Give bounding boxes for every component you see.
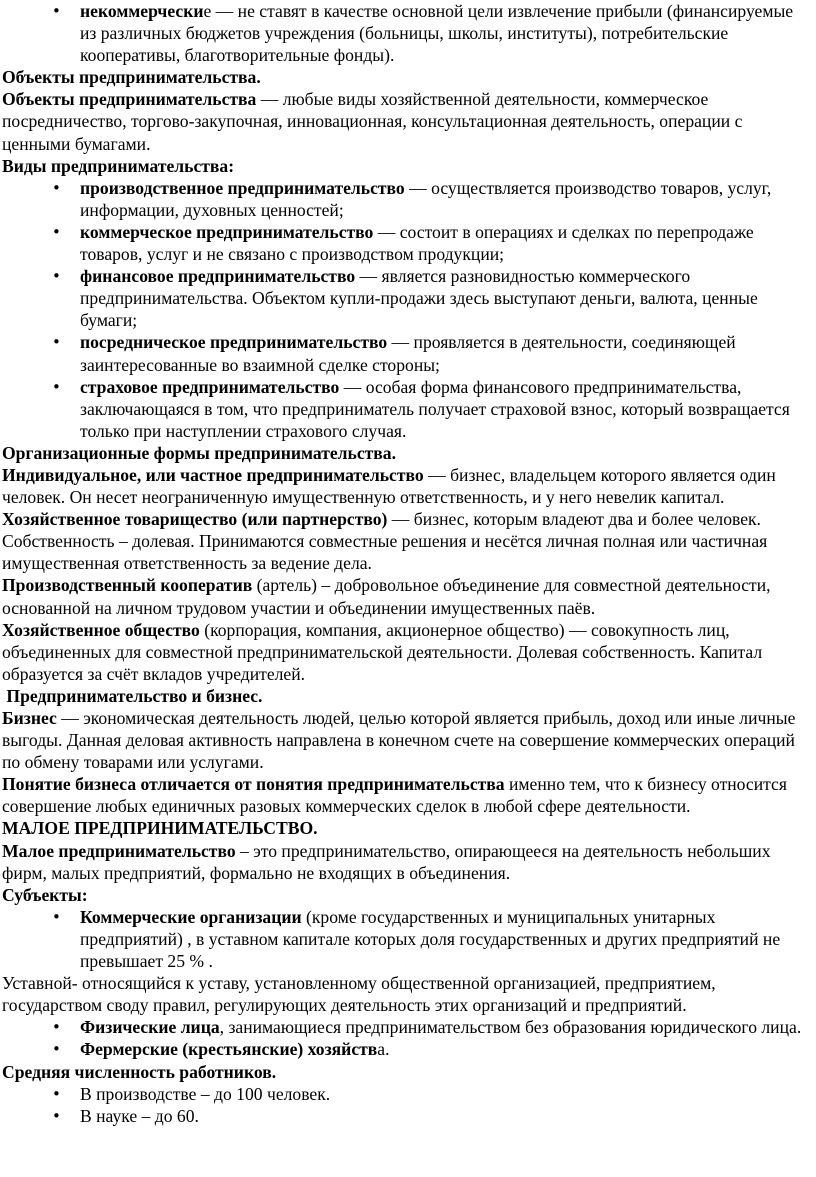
term: Хозяйственное общество xyxy=(2,619,200,640)
list-item xyxy=(2,221,810,265)
business-heading: Предпринимательство и бизнес. xyxy=(2,685,263,706)
objects-heading: Объекты предпринимательства. xyxy=(2,67,261,88)
term: посредническое предпринимательство xyxy=(80,332,388,353)
staff-list xyxy=(2,1083,810,1127)
form-paragraph xyxy=(2,464,810,508)
subjects-list-continued xyxy=(2,1016,810,1060)
business-paragraph xyxy=(2,707,810,773)
subjects-list xyxy=(2,906,810,972)
nonprofit-list xyxy=(2,0,810,66)
term: Физические лица xyxy=(80,1017,220,1038)
definition: — состоит в операциях и сделках по перепродаже товаров, услуг и не связано с производством продукции; xyxy=(80,221,754,265)
definition: — бизнес, которым владеют два и более человек. Собственность – долевая. Принимаются совместные решения и несётся личная полная или частичная имущественная ответственность за ведение дела. xyxy=(2,509,768,574)
subjects-heading: Субъекты: xyxy=(2,884,88,905)
form-paragraph xyxy=(2,619,810,685)
kinds-list xyxy=(2,177,810,442)
term: Хозяйственное товарищество (или партнерство) xyxy=(2,509,388,530)
list-item xyxy=(2,376,810,442)
list-item xyxy=(2,0,810,66)
definition: В производстве – до 100 человек. xyxy=(80,1083,331,1104)
list-item xyxy=(2,906,810,972)
list-item xyxy=(2,177,810,221)
definition: е — не ставят в качестве основной цели извлечение прибыли (финансируемые из различных бюджетов учреждения (больницы, школы, институты), потребительские кооперативы, благотворительные фонды). xyxy=(80,1,794,66)
concept-paragraph xyxy=(2,773,810,817)
definition: В науке – до 60. xyxy=(80,1105,199,1126)
term: Объекты предпринимательства xyxy=(2,89,257,110)
definition: — бизнес, владельцем которого является один человек. Он несет неограниченную имущественную ответственность, и у него невелик капитал. xyxy=(2,464,776,508)
list-item xyxy=(2,331,810,375)
charter-paragraph: Уставной- относящийся к уставу, установленному общественной организацией, предприятием, государством своду правил, регулирующих деятельность этих организаций и предприятий. xyxy=(2,973,716,1016)
forms-heading: Организационные формы предпринимательства. xyxy=(2,442,397,463)
definition: — любые виды хозяйственной деятельности, коммерческое посредничество, торгово-закупочная, инновационная, консультационная деятельность, операции с ценными бумагами. xyxy=(2,89,743,154)
term: производственное предпринимательство xyxy=(80,177,405,198)
term: страховое предпринимательство xyxy=(80,376,340,397)
term: некоммерчески xyxy=(80,1,204,21)
definition: — особая форма финансового предпринимательства, заключающаяся в том, что предприниматель получает страховой взнос, который возвращается только при наступлении страхового случая. xyxy=(80,376,790,441)
definition: (артель) – добровольное объединение для совместной деятельности, основанной на личном трудовом участии и объединении имущественных паёв. xyxy=(2,575,771,618)
small-business-paragraph xyxy=(2,840,810,884)
definition: — осуществляется производство товаров, услуг, информации, духовных ценностей; xyxy=(80,177,772,220)
list-item xyxy=(2,1038,810,1060)
term: Бизнес xyxy=(2,708,57,728)
list-item xyxy=(2,265,810,331)
definition: — является разновидностью коммерческого предпринимательства. Объектом купли-продажи здесь выступают деньги, валюта, ценные бумаги; xyxy=(80,266,758,331)
term: финансовое предпринимательство xyxy=(80,266,356,287)
term: Производственный кооператив xyxy=(2,575,253,596)
definition: — проявляется в деятельности, соединяющей заинтересованные во взаимной сделке стороны; xyxy=(80,332,736,375)
term: Малое предпринимательство xyxy=(2,840,236,861)
list-item xyxy=(2,1083,810,1105)
definition: — экономическая деятельность людей, целью которой является прибыль, доход или иные личные выгоды. Данная деловая активность направлена в конечном счете на совершение коммерческих операций по обмену товарами или услугами. xyxy=(2,708,796,773)
list-item xyxy=(2,1105,810,1127)
kinds-heading: Виды предпринимательства: xyxy=(2,155,235,176)
objects-paragraph xyxy=(2,88,810,154)
definition: , занимающиеся предпринимательством без образования юридического лица. xyxy=(219,1017,802,1038)
term: коммерческое предпринимательство xyxy=(80,221,374,242)
definition: – это предпринимательство, опирающееся на деятельность небольших фирм, малых предприятий, формально не входящих в объединения. xyxy=(2,840,771,883)
small-business-heading: МАЛОЕ ПРЕДПРИНИМАТЕЛЬСТВО. xyxy=(2,818,318,839)
definition: (корпорация, компания, акционерное общество) — совокупность лиц, объединенных для совместной предпринимательской деятельности. Долевая собственность. Капитал образуется за счёт вкладов учредителей. xyxy=(2,619,763,684)
definition: (кроме государственных и муниципальных унитарных предприятий) , в уставном капитале которых доля государственных и других предприятий не превышает 25 % . xyxy=(80,906,781,972)
term: Индивидуальное, или частное предпринимательство xyxy=(2,464,424,485)
staff-heading: Средняя численность работников. xyxy=(2,1061,277,1082)
term: Понятие бизнеса отличается от понятия предпринимательства xyxy=(2,774,505,795)
definition: а. xyxy=(377,1039,390,1060)
term: Фермерские (крестьянские) хозяйств xyxy=(80,1039,378,1060)
form-paragraph xyxy=(2,508,810,574)
definition: именно тем, что к бизнесу относится совершение любых единичных разовых коммерческих сделок в любой сфере деятельности. xyxy=(2,774,787,817)
list-item xyxy=(2,1016,810,1038)
term: Коммерческие организации xyxy=(80,906,302,927)
form-paragraph xyxy=(2,574,810,618)
